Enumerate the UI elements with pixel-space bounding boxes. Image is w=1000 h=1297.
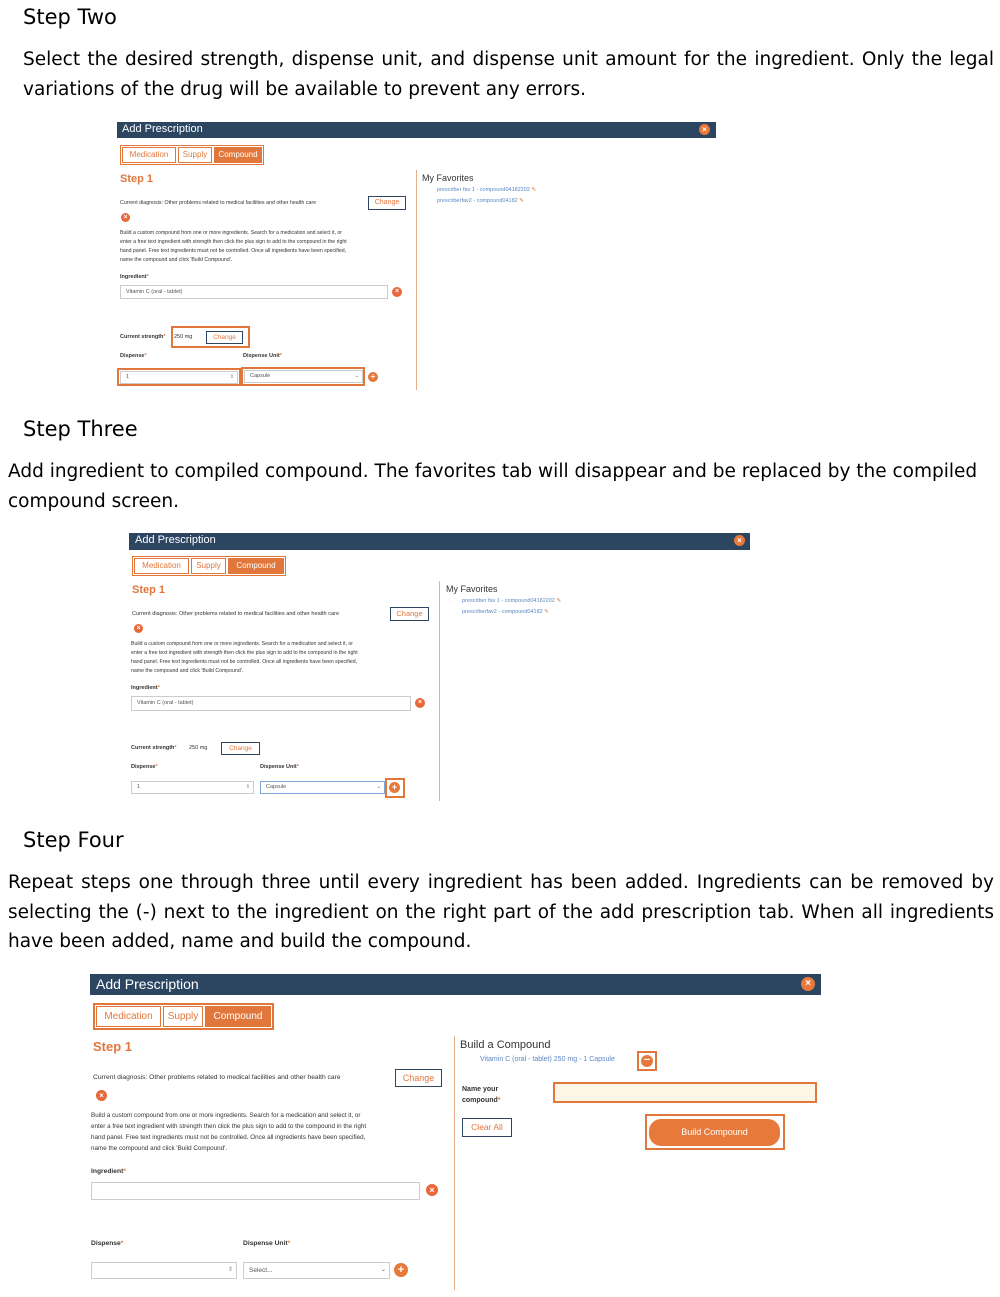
favorite-link[interactable]: prescriber fav 1 - compound04182202 ✎ [437,187,537,193]
dispense-unit-select[interactable]: Capsule ⌄ [244,370,363,383]
ingredient-label: Ingredient* [131,685,160,691]
current-strength-value: 250 mg [174,334,193,340]
compound-description [131,640,441,676]
dispense-input[interactable] [91,1262,237,1279]
current-strength-label: Current strength* [131,745,177,751]
spinner-icon[interactable]: ⇕ [245,784,250,790]
remove-x-icon[interactable]: × [134,624,143,633]
chevron-down-icon: ⌄ [376,784,381,790]
change-diagnosis-button[interactable]: Change [368,196,406,210]
close-circle-icon[interactable]: × [734,535,745,546]
tab-supply[interactable]: Supply [163,1006,203,1027]
tab-medication[interactable]: Medication [96,1006,161,1027]
dialog-title-bar [90,974,821,995]
dispense-unit-label: Dispense Unit* [243,1240,291,1247]
highlight-add-button [385,778,405,798]
plus-circle-icon[interactable]: + [394,1263,408,1277]
description-line: hand panel. Free text ingredients must not be controlled. Once all ingredients have been specified, [120,248,347,254]
dialog-title: Add Prescription [135,534,216,546]
remove-x-icon[interactable]: × [121,213,130,222]
remove-x-icon[interactable]: × [96,1090,107,1101]
ingredient-input[interactable]: Vitamin C (oral - tablet) [131,696,411,711]
tab-bar [93,1003,274,1030]
description-line: hand panel. Free text ingredients must not be controlled. Once all ingredients have been specified, [131,659,358,665]
tab-supply[interactable]: Supply [178,147,212,163]
description-line: enter a free text ingredient with strength then click the plus sign to add to the compound in the right [131,650,358,656]
chevron-down-icon: ⌄ [380,1267,386,1273]
change-diagnosis-button[interactable]: Change [390,607,429,621]
current-diagnosis: Current diagnosis: Other problems related to medical facilities and other health care [120,200,317,206]
step-two-heading: Step Two [23,5,117,29]
pencil-icon[interactable]: ✎ [554,598,562,604]
step-label: Step 1 [120,173,154,185]
ingredient-input[interactable]: Vitamin C (oral - tablet) [120,285,388,299]
favorites-title: My Favorites [446,584,498,594]
description-line: hand panel. Free text ingredients must not be controlled. Once all ingredients have been specified, [91,1134,366,1141]
screenshot-step-two [117,122,716,394]
step-four-heading: Step Four [23,828,124,852]
current-diagnosis: Current diagnosis: Other problems related to medical facilities and other health care [93,1074,341,1081]
tab-compound[interactable]: Compound [205,1006,271,1027]
ingredient-input[interactable] [91,1182,420,1200]
description-line: enter a free text ingredient with strength then click the plus sign to add to the compound in the right [91,1123,367,1130]
dispense-label: Dispense* [91,1240,124,1247]
name-compound-label [462,1084,501,1106]
chevron-down-icon: ⌄ [354,373,359,379]
dispense-label: Dispense* [131,764,158,770]
compound-ingredient-item: Vitamin C (oral - tablet) 250 mg - 1 Capsule [480,1056,615,1063]
description-line: Build a custom compound from one or more ingredients. Search for a medication and select it, or [120,230,343,236]
description-line: name the compound and click 'Build Compound'. [120,257,233,263]
panel-divider [439,581,440,801]
favorite-link[interactable]: prescriber fav 1 - compound04182202 ✎ [462,598,562,604]
dialog-title: Add Prescription [96,976,199,992]
plus-circle-icon[interactable]: + [368,372,378,382]
tab-medication[interactable]: Medication [122,147,176,163]
compound-description [91,1110,451,1154]
pencil-icon[interactable]: ✎ [517,198,524,204]
pencil-icon[interactable]: ✎ [529,187,537,193]
clear-ingredient-icon[interactable]: × [426,1184,438,1196]
highlight-build-button [645,1114,785,1150]
build-compound-button[interactable]: Build Compound [649,1119,780,1146]
current-strength-label: Current strength* [120,334,166,340]
step-two-text: Select the desired strength, dispense unit, and dispense unit amount for the ingredient. Only the legal variations of the drug will be available to prevent any errors. [23,49,994,100]
step-label: Step 1 [93,1039,133,1054]
dispense-input[interactable]: 1 ⇕ [131,781,254,794]
highlight-strength [171,326,250,348]
description-line: name the compound and click 'Build Compound'. [131,668,244,674]
screenshot-step-three [129,533,750,801]
step-three-text: Add ingredient to compiled compound. The favorites tab will disappear and be replaced by the compiled compound screen. [8,461,978,512]
pencil-icon[interactable]: ✎ [542,609,549,615]
dispense-unit-select[interactable]: Select... ⌄ [243,1262,390,1279]
ingredient-label: Ingredient* [91,1168,126,1175]
clear-all-button[interactable]: Clear All [462,1118,512,1137]
highlight-remove-button [637,1051,657,1071]
close-circle-icon[interactable]: × [699,124,710,135]
plus-circle-icon[interactable]: + [389,782,400,793]
tab-medication[interactable]: Medication [134,558,189,574]
description-line: enter a free text ingredient with strength then click the plus sign to add to the compound in the right [120,239,347,245]
panel-divider [454,1036,455,1290]
current-diagnosis: Current diagnosis: Other problems related to medical facilities and other health care [132,611,340,617]
compound-name-input[interactable] [553,1082,817,1103]
step-three-heading: Step Three [23,417,138,441]
close-circle-icon[interactable]: × [801,977,815,991]
panel-divider [416,170,417,390]
step-label: Step 1 [132,584,166,596]
tab-bar [120,145,264,165]
description-line: Build a custom compound from one or more ingredients. Search for a medication and select it, or [91,1112,361,1119]
tab-supply[interactable]: Supply [191,558,226,574]
favorites-title: My Favorites [422,173,474,183]
tab-compound[interactable]: Compound [214,147,262,163]
spinner-icon[interactable]: ⇕ [227,1267,233,1273]
dialog-title-bar [129,533,750,550]
ingredient-label: Ingredient* [120,274,149,280]
description-line: name the compound and click 'Build Compound'. [91,1145,228,1152]
highlight-dispense [117,368,241,386]
dialog-title-bar [117,122,716,138]
dispense-unit-label: Dispense Unit* [243,353,282,359]
change-strength-button[interactable]: Change [221,742,260,755]
dispense-input[interactable]: 1 ⇕ [120,371,238,384]
dispense-unit-select[interactable]: Capsule ⌄ [260,781,385,794]
dispense-label: Dispense* [120,353,147,359]
change-diagnosis-button[interactable]: Change [395,1069,442,1087]
spinner-icon[interactable]: ⇕ [229,374,234,380]
dispense-unit-label: Dispense Unit* [260,764,299,770]
tab-bar [132,556,286,576]
description-line: Build a custom compound from one or more ingredients. Search for a medication and select it, or [131,641,354,647]
name-label-line: Name your [462,1086,499,1093]
step-four-text: Repeat steps one through three until every ingredient has been added. Ingredients can be removed by selecting the (-) next to the ingredient on the right part of the add prescription tab. When all ingredients have been added, name and build the compound. [8,872,994,952]
minus-circle-icon[interactable]: − [641,1055,653,1067]
dialog-title: Add Prescription [122,123,203,135]
name-label-line: compound* [462,1097,501,1104]
compound-description [120,229,420,265]
change-strength-button[interactable]: Change [206,331,243,344]
clear-ingredient-icon[interactable]: × [415,698,425,708]
favorite-link[interactable]: prescriberfav2 - compound04182 ✎ [462,609,549,615]
favorite-link[interactable]: prescriberfav2 - compound04182 ✎ [437,198,524,204]
screenshot-step-four [90,974,821,1290]
current-strength-value: 250 mg [189,745,208,751]
clear-ingredient-icon[interactable]: × [392,287,402,297]
highlight-dispense-unit [241,367,365,386]
tab-compound[interactable]: Compound [228,558,284,574]
build-compound-title: Build a Compound [460,1039,551,1051]
